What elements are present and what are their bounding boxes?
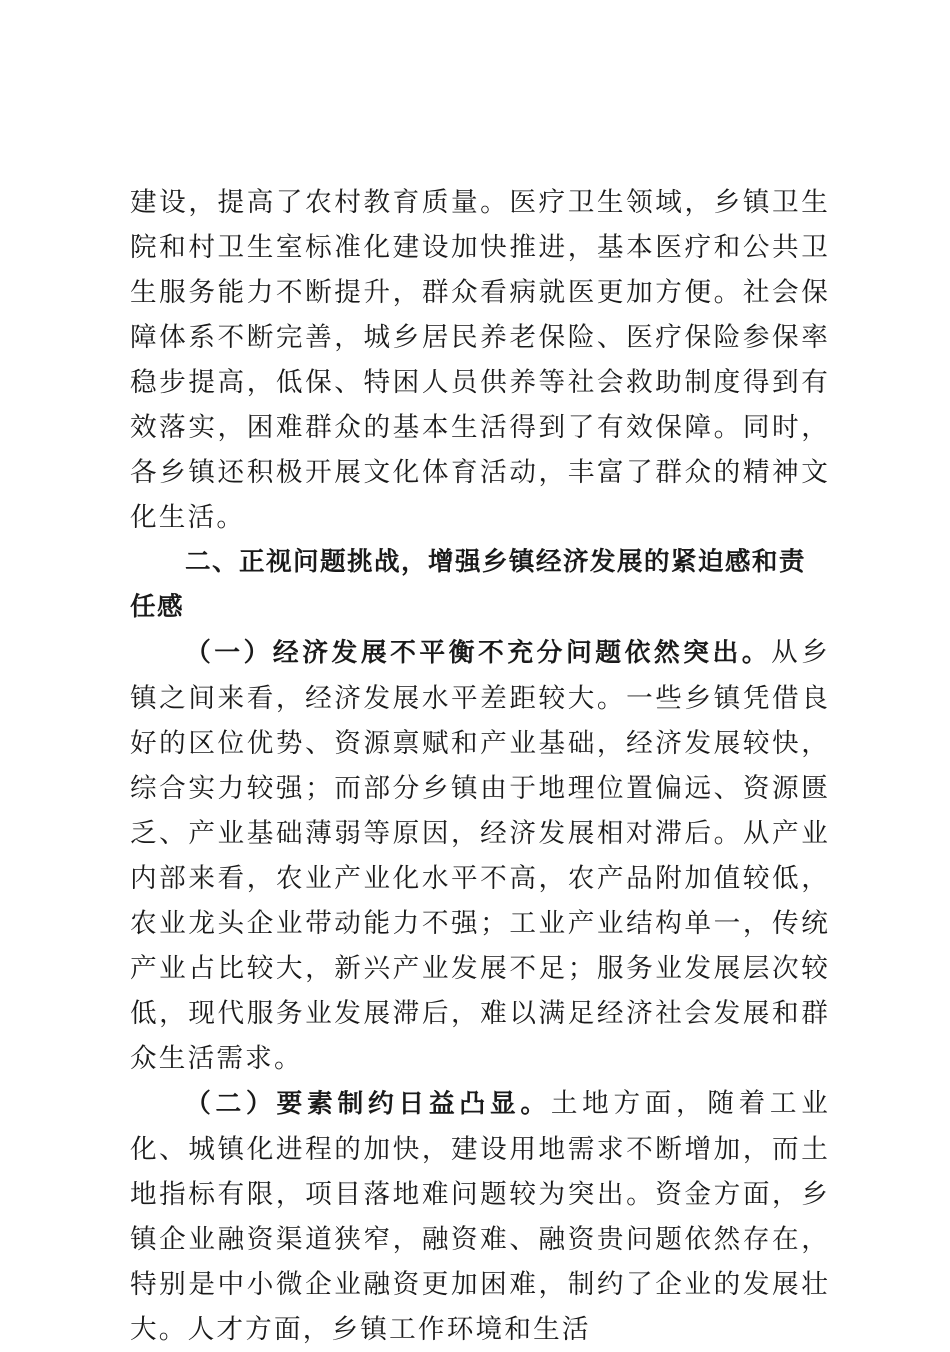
paragraph-factor-constraints [130, 1081, 830, 1352]
subsection-body-imbalance: 从乡镇之间来看，经济发展水平差距较大。一些乡镇凭借良好的区位优势、资源禀赋和产业基础，经济发展较快，综合实力较强；而部分乡镇由于地理位置偏远、资源匮乏、产业基础薄弱等原因，经济发展相对滞后。从产业内部来看，农业产业化水平不高，农产品附加值较低，农业龙头企业带动能力不强；工业产业结构单一，传统产业占比较大，新兴产业发展不足；服务业发展层次较低，现代服务业发展滞后，难以满足经济社会发展和群众生活需求。 [130, 637, 830, 1074]
subsection-body-factor-constraints: 土地方面，随着工业化、城镇化进程的加快，建设用地需求不断增加，而土地指标有限，项目落地难问题较为突出。资金方面，乡镇企业融资渠道狭窄，融资难、融资贵问题依然存在，特别是中小微企业融资更加困难，制约了企业的发展壮大。人才方面，乡镇工作环境和生活 [130, 1088, 830, 1345]
subsection-title-factor-constraints: （二）要素制约日益凸显。 [185, 1089, 551, 1119]
document-page [130, 180, 830, 1352]
paragraph-imbalance [130, 630, 830, 1081]
subsection-title-imbalance: （一）经济发展不平衡不充分问题依然突出。 [185, 638, 772, 668]
section-heading: 二、正视问题挑战，增强乡镇经济发展的紧迫感和责任感 [130, 547, 806, 622]
paragraph-social-services: 建设，提高了农村教育质量。医疗卫生领域，乡镇卫生院和村卫生室标准化建设加快推进，基本医疗和公共卫生服务能力不断提升，群众看病就医更加方便。社会保障体系不断完善，城乡居民养老保险、医疗保险参保率稳步提高，低保、特困人员供养等社会救助制度得到有效落实，困难群众的基本生活得到了有效保障。同时，各乡镇还积极开展文化体育活动，丰富了群众的精神文化生活。 [130, 187, 830, 533]
